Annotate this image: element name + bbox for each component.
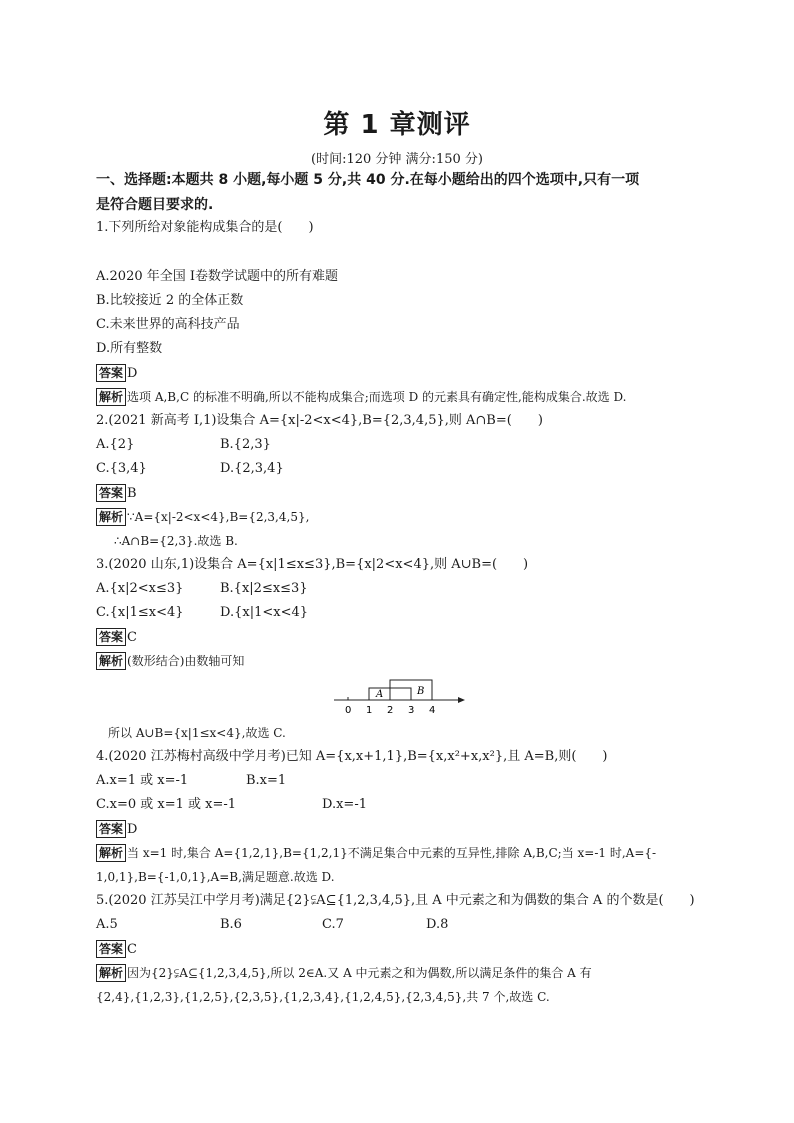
tick-label-1: 1 — [366, 705, 373, 716]
answer-label: 答案 — [96, 628, 126, 646]
question-4-option-c: C.x=0 或 x=1 或 x=-1 — [96, 797, 237, 812]
exam-info: (时间:120 分钟 满分:150 分) — [311, 152, 483, 167]
question-4-stem: 4.(2020 江苏梅村高级中学月考)已知 A={x,x+1,1},B={x,x²+x,x²},且 A=B,则( ) — [96, 749, 608, 764]
answer-label: 答案 — [96, 820, 126, 838]
question-2-stem: 2.(2021 新高考 Ⅰ,1)设集合 A={x|-2<x<4},B={2,3,4,5},则 A∩B=( ) — [96, 413, 543, 428]
tick-label-2: 2 — [387, 705, 394, 716]
answer-label: 答案 — [96, 364, 126, 382]
question-2-option-d: D.{2,3,4} — [220, 461, 284, 476]
question-1-option-c: C.未来世界的高科技产品 — [96, 317, 240, 332]
question-3-analysis-line-2: 所以 A∪B={x|1≤x<4},故选 C. — [108, 726, 286, 740]
tick-label-4: 4 — [429, 705, 436, 716]
question-3-stem: 3.(2020 山东,1)设集合 A={x|1≤x≤3},B={x|2<x<4},则 A∪B=( ) — [96, 557, 529, 572]
analysis-label: 解析 — [96, 964, 126, 982]
question-5-analysis — [96, 964, 592, 983]
question-2-analysis — [96, 508, 309, 527]
set-a-label: A — [376, 689, 384, 700]
question-1-option-a: A.2020 年全国 Ⅰ卷数学试题中的所有难题 — [96, 269, 339, 284]
section-heading — [96, 168, 706, 218]
question-3-option-c: C.{x|1≤x<4} — [96, 605, 184, 620]
question-4-option-d: D.x=-1 — [322, 797, 367, 812]
section-heading-line-1: 一、选择题:本题共 8 小题,每小题 5 分,共 40 分.在每小题给出的四个选项中,只有一项 — [96, 172, 640, 188]
question-5-answer — [96, 940, 137, 959]
question-4-analysis-line-2: 1,0,1},B={-1,0,1},A=B,满足题意.故选 D. — [96, 870, 335, 884]
question-2-option-a: A.{2} — [96, 437, 135, 452]
question-2-option-b: B.{2,3} — [220, 437, 271, 452]
analysis-text: 当 x=1 时,集合 A={1,2,1},B={1,2,1}不满足集合中元素的互异性,排除 A,B,C;当 x=-1 时,A={- — [127, 846, 657, 860]
answer-value: B — [127, 486, 137, 501]
question-5-option-d: D.8 — [426, 917, 449, 932]
answer-value: D — [127, 366, 138, 381]
question-1-option-b: B.比较接近 2 的全体正数 — [96, 293, 244, 308]
question-3-option-d: D.{x|1<x<4} — [220, 605, 309, 620]
question-4-option-b: B.x=1 — [246, 773, 287, 788]
answer-value: D — [127, 822, 138, 837]
question-2-analysis-line-2: ∴A∩B={2,3}.故选 B. — [114, 534, 238, 548]
answer-label: 答案 — [96, 484, 126, 502]
question-1-option-d: D.所有整数 — [96, 341, 163, 356]
question-5-option-c: C.7 — [322, 917, 344, 932]
question-3-option-b: B.{x|2≤x≤3} — [220, 581, 308, 596]
analysis-text: 选项 A,B,C 的标准不明确,所以不能构成集合;而选项 D 的元素具有确定性,能构成集合.故选 D. — [127, 390, 627, 404]
question-1-analysis — [96, 388, 627, 407]
analysis-label: 解析 — [96, 508, 126, 526]
analysis-label: 解析 — [96, 844, 126, 862]
question-4-analysis — [96, 844, 656, 863]
analysis-text: ∵A={x|-2<x<4},B={2,3,4,5}, — [127, 510, 310, 524]
number-line-arrow — [458, 697, 465, 703]
page-title: 第 1 章测评 — [323, 110, 471, 140]
answer-value: C — [127, 630, 137, 645]
analysis-label: 解析 — [96, 388, 126, 406]
answer-label: 答案 — [96, 940, 126, 958]
tick-label-3: 3 — [408, 705, 415, 716]
answer-value: C — [127, 942, 137, 957]
question-5-analysis-line-2: {2,4},{1,2,3},{1,2,5},{2,3,5},{1,2,3,4},{1,2,4,5},{2,3,4,5},共 7 个,故选 C. — [96, 990, 550, 1004]
question-3-answer — [96, 628, 137, 647]
analysis-text: (数形结合)由数轴可知 — [127, 654, 245, 668]
question-2-answer — [96, 484, 137, 503]
section-heading-line-2: 是符合题目要求的. — [96, 197, 214, 213]
question-5-option-a: A.5 — [96, 917, 118, 932]
analysis-text: 因为{2}⫋A⊆{1,2,3,4,5},所以 2∈A.又 A 中元素之和为偶数,所以满足条件的集合 A 有 — [127, 966, 592, 980]
question-4-option-a: A.x=1 或 x=-1 — [96, 773, 189, 788]
question-1-answer — [96, 364, 137, 383]
question-2-option-c: C.{3,4} — [96, 461, 147, 476]
analysis-label: 解析 — [96, 652, 126, 670]
question-3-option-a: A.{x|2<x≤3} — [96, 581, 184, 596]
question-5-option-b: B.6 — [220, 917, 242, 932]
set-b-label: B — [417, 686, 425, 697]
question-5-stem: 5.(2020 江苏吴江中学月考)满足{2}⫋A⊆{1,2,3,4,5},且 A 中元素之和为偶数的集合 A 的个数是( ) — [96, 893, 695, 908]
question-4-answer — [96, 820, 137, 839]
question-1-stem: 1.下列所给对象能构成集合的是( ) — [96, 220, 314, 235]
tick-label-0: 0 — [345, 705, 352, 716]
number-line-figure — [334, 678, 466, 718]
question-3-analysis — [96, 652, 244, 671]
